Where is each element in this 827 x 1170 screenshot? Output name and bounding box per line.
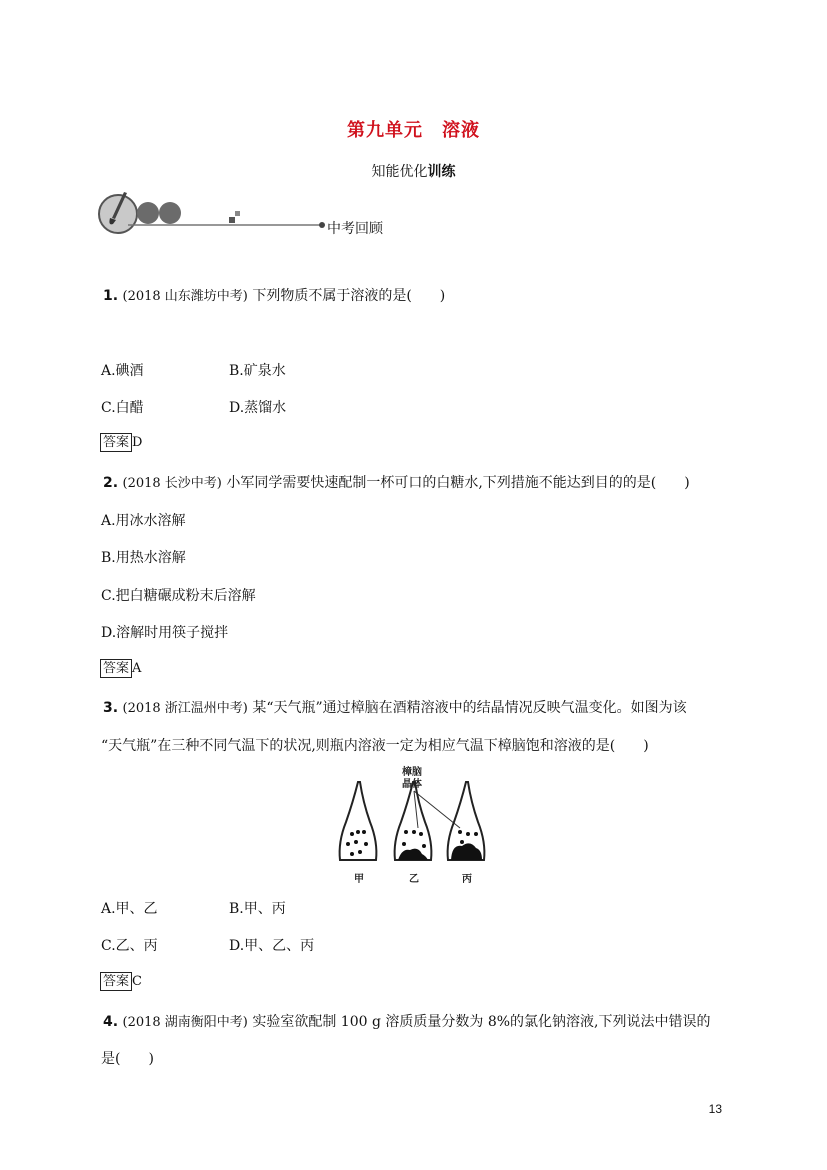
flask-label-jia: 甲 xyxy=(354,874,364,885)
figure-label-top2: 晶体 xyxy=(402,779,422,790)
option-b: B.用热水溶解 xyxy=(101,550,186,566)
question-4 xyxy=(103,1011,711,1031)
question-source: (2018 长沙中考) xyxy=(122,476,222,491)
answer-row xyxy=(100,433,142,452)
answer-value: A xyxy=(132,661,142,676)
flask-bing xyxy=(448,782,485,860)
question-number: 2. xyxy=(103,475,119,491)
weather-bottle-figure xyxy=(330,762,500,888)
answer-row xyxy=(100,972,142,991)
question-number: 3. xyxy=(103,700,119,716)
question-text-line2: 是( ) xyxy=(101,1051,154,1067)
section-banner-graphic xyxy=(98,188,358,238)
question-source: (2018 山东潍坊中考) xyxy=(122,289,248,304)
question-text: 下列物质不属于溶液的是( ) xyxy=(252,288,446,304)
page-subtitle xyxy=(0,161,827,181)
figure-label-top1: 樟脑 xyxy=(402,767,422,778)
flask-label-bing: 丙 xyxy=(462,874,472,885)
flask-label-yi: 乙 xyxy=(409,874,419,885)
answer-label: 答案 xyxy=(100,659,132,678)
option-d: D.蒸馏水 xyxy=(229,400,287,416)
page-number: 13 xyxy=(708,1102,722,1116)
option-c: C.白醋 xyxy=(101,400,144,416)
question-text: 小军同学需要快速配制一杯可口的白糖水,下列措施不能达到目的的是( ) xyxy=(226,475,690,491)
subtitle-bold: 训练 xyxy=(427,164,456,180)
question-3 xyxy=(103,697,687,717)
option-a: A.碘酒 xyxy=(101,363,144,379)
flask-jia xyxy=(340,782,377,860)
question-1 xyxy=(103,285,445,305)
question-2 xyxy=(103,472,690,492)
question-source: (2018 浙江温州中考) xyxy=(122,701,248,716)
question-text: 实验室欲配制 100 g 溶质质量分数为 8%的氯化钠溶液,下列说法中错误的 xyxy=(252,1014,711,1030)
option-c: C.把白糖碾成粉末后溶解 xyxy=(101,588,256,604)
option-d: D.溶解时用筷子搅拌 xyxy=(101,625,229,641)
question-number: 4. xyxy=(103,1014,119,1030)
brush-circle-icon xyxy=(99,195,137,233)
option-d: D.甲、乙、丙 xyxy=(229,938,315,954)
question-text-line2: “天气瓶”在三种不同气温下的状况,则瓶内溶液一定为相应气温下樟脑饱和溶液的是( ) xyxy=(101,738,649,754)
option-a: A.用冰水溶解 xyxy=(101,513,186,529)
option-b: B.矿泉水 xyxy=(229,363,286,379)
option-c: C.乙、丙 xyxy=(101,938,158,954)
option-b: B.甲、丙 xyxy=(229,901,286,917)
answer-row xyxy=(100,659,141,678)
answer-label: 答案 xyxy=(100,433,132,452)
option-a: A.甲、乙 xyxy=(101,901,158,917)
question-text: 某“天气瓶”通过樟脑在酒精溶液中的结晶情况反映气温变化。如图为该 xyxy=(252,700,687,716)
answer-label: 答案 xyxy=(100,972,132,991)
answer-value: C xyxy=(132,974,142,989)
subtitle-prefix: 知能优化 xyxy=(371,164,428,180)
question-source: (2018 湖南衡阳中考) xyxy=(122,1015,248,1030)
flask-yi xyxy=(395,782,432,860)
page-title: 第九单元 溶液 xyxy=(347,120,480,141)
question-number: 1. xyxy=(103,288,119,304)
dot-icon-2 xyxy=(159,202,181,224)
section-label: 中考回顾 xyxy=(327,221,383,237)
answer-value: D xyxy=(132,435,143,450)
dot-icon-1 xyxy=(137,202,159,224)
